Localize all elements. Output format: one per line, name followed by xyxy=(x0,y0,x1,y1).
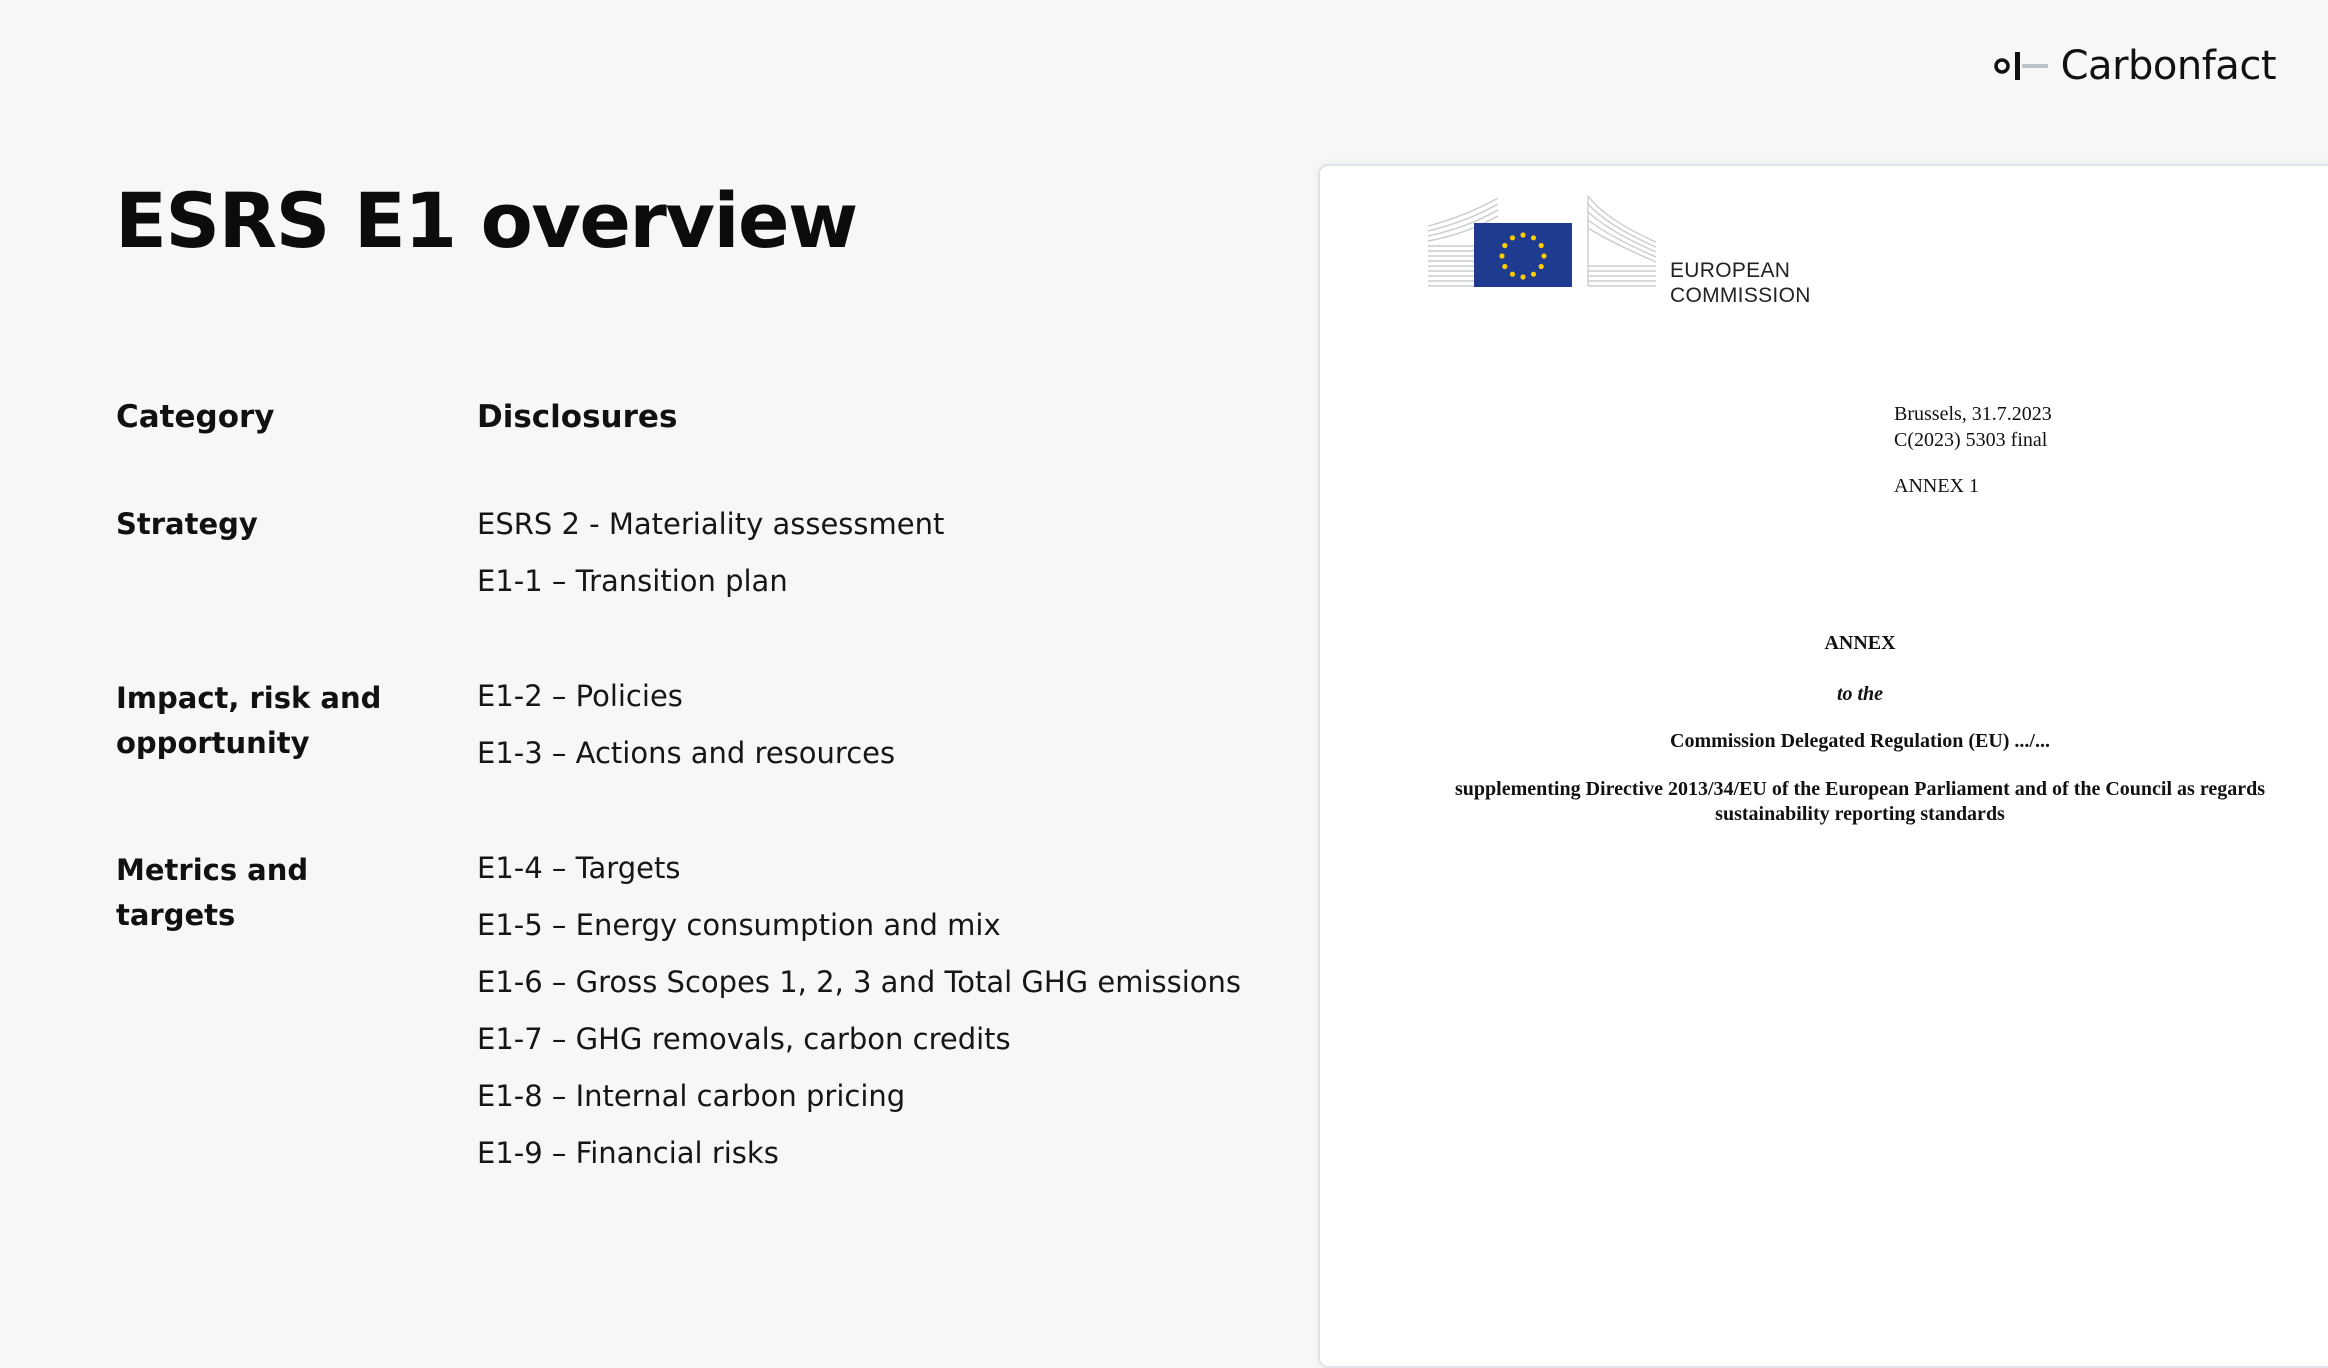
brand-logo xyxy=(1991,36,2276,96)
disclosure-item: E1-3 – Actions and resources xyxy=(477,736,896,770)
disclosure-list-impact xyxy=(477,677,895,791)
category-impact-risk-opportunity: Impact, risk and opportunity xyxy=(116,681,382,760)
document-meta xyxy=(1894,401,2052,453)
document-to-the: to the xyxy=(1836,683,1884,705)
issuer-name-line2: COMMISSION xyxy=(1670,284,1811,307)
carbonfact-mark-icon xyxy=(1991,48,2049,84)
document-annex-title: ANNEX xyxy=(1824,632,1896,654)
category-column-header: Category xyxy=(116,399,275,435)
disclosure-item: E1-9 – Financial risks xyxy=(477,1136,779,1170)
disclosure-list-metrics xyxy=(477,849,1241,1191)
eu-flag-icon xyxy=(1426,190,1666,290)
disclosures-column-header: Disclosures xyxy=(477,399,678,435)
disclosure-list-strategy xyxy=(477,505,944,619)
document-preview xyxy=(1318,164,2328,1368)
disclosure-item: E1-7 – GHG removals, carbon credits xyxy=(477,1022,1011,1056)
disclosure-item: E1-6 – Gross Scopes 1, 2, 3 and Total GHG emissions xyxy=(477,965,1242,999)
brand-name: Carbonfact xyxy=(2060,43,2276,89)
category-strategy: Strategy xyxy=(116,507,258,541)
document-place-date: Brussels, 31.7.2023 xyxy=(1894,403,2052,425)
document-supplementing: supplementing Directive 2013/34/EU of the European Parliament and of the Council as regards sustainability reporting standards xyxy=(1455,778,2265,825)
page-title: ESRS E1 overview xyxy=(115,176,857,265)
document-reference: C(2023) 5303 final xyxy=(1894,429,2048,451)
disclosure-item: E1-2 – Policies xyxy=(477,679,683,713)
disclosure-item: E1-4 – Targets xyxy=(477,851,681,885)
disclosure-item: ESRS 2 - Materiality assessment xyxy=(477,507,945,541)
issuer-name-line1: EUROPEAN xyxy=(1670,259,1791,282)
document-annex-number: ANNEX 1 xyxy=(1894,475,1979,497)
disclosure-item: E1-5 – Energy consumption and mix xyxy=(477,908,1001,942)
category-metrics-targets: Metrics and targets xyxy=(116,853,309,932)
disclosure-item: E1-8 – Internal carbon pricing xyxy=(477,1079,906,1113)
document-regulation: Commission Delegated Regulation (EU) .../... xyxy=(1670,730,2050,752)
disclosure-item: E1-1 – Transition plan xyxy=(477,564,788,598)
issuer-name xyxy=(1670,258,1811,308)
